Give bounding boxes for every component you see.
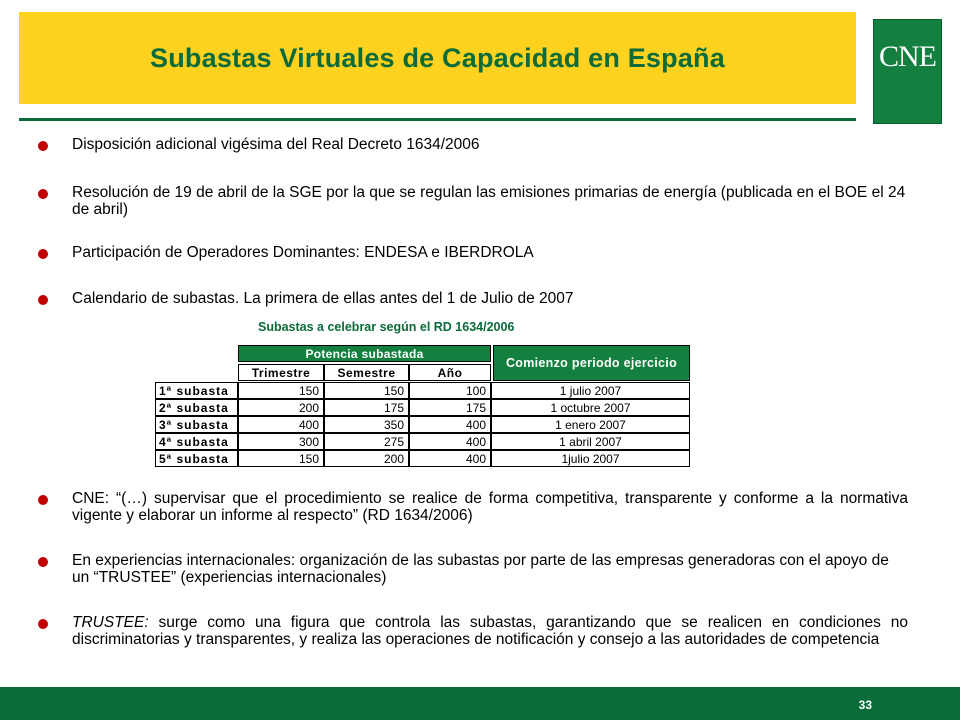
row-label: 1ª subasta bbox=[155, 382, 238, 399]
cell-anio: 175 bbox=[409, 399, 491, 416]
bullet-item bbox=[38, 184, 908, 218]
title-underline bbox=[19, 118, 856, 121]
bullet-dot-icon bbox=[38, 295, 48, 305]
bullet-dot-icon bbox=[38, 619, 48, 629]
cell-semestre: 150 bbox=[324, 382, 409, 399]
bullet-text: CNE: “(…) supervisar que el procedimiento se realice de forma competitiva, transparente y conforme a la normativa vigente y elaborar un informe al respecto” (RD 1634/2006) bbox=[72, 490, 908, 524]
cell-trimestre: 150 bbox=[238, 450, 324, 467]
cell-trimestre: 300 bbox=[238, 433, 324, 450]
cell-trimestre: 400 bbox=[238, 416, 324, 433]
footer-bar bbox=[0, 687, 960, 720]
cell-anio: 400 bbox=[409, 416, 491, 433]
cell-trimestre: 150 bbox=[238, 382, 324, 399]
col-header-trimestre: Trimestre bbox=[238, 364, 324, 381]
bullet-text: Calendario de subastas. La primera de ellas antes del 1 de Julio de 2007 bbox=[72, 290, 574, 307]
cell-semestre: 350 bbox=[324, 416, 409, 433]
bullet-text-trustee bbox=[72, 614, 908, 648]
bullet-text: Disposición adicional vigésima del Real Decreto 1634/2006 bbox=[72, 136, 480, 153]
cell-fecha: 1julio 2007 bbox=[491, 450, 690, 467]
table-group-header: Potencia subastada bbox=[238, 345, 491, 362]
row-label: 4ª subasta bbox=[155, 433, 238, 450]
bullet-dot-icon bbox=[38, 189, 48, 199]
bullet-text: Participación de Operadores Dominantes: ENDESA e IBERDROLA bbox=[72, 244, 534, 261]
bullet-dot-icon bbox=[38, 249, 48, 259]
bullet-dot-icon bbox=[38, 141, 48, 151]
bullet-text: En experiencias internacionales: organización de las subastas por parte de las empresas generadoras con el apoyo de un “TRUSTEE” (experiencias internacionales) bbox=[72, 552, 889, 586]
cell-anio: 400 bbox=[409, 433, 491, 450]
bullet-item bbox=[38, 244, 908, 261]
cell-semestre: 275 bbox=[324, 433, 409, 450]
col-header-semestre: Semestre bbox=[324, 364, 409, 381]
title-banner bbox=[19, 12, 856, 104]
bullet-text: Resolución de 19 de abril de la SGE por la que se regulan las emisiones primarias de energía (publicada en el BOE el 24 de abril) bbox=[72, 184, 906, 218]
cell-semestre: 200 bbox=[324, 450, 409, 467]
table-caption: Subastas a celebrar según el RD 1634/2006 bbox=[258, 320, 515, 334]
bullet-dot-icon bbox=[38, 557, 48, 567]
trustee-term: TRUSTEE: bbox=[72, 614, 149, 631]
logo-text: CNE bbox=[879, 39, 936, 73]
row-label: 3ª subasta bbox=[155, 416, 238, 433]
cell-fecha: 1 julio 2007 bbox=[491, 382, 690, 399]
bullet-item bbox=[38, 136, 908, 153]
bullet-item bbox=[38, 290, 908, 307]
table-date-header: Comienzo periodo ejercicio bbox=[493, 345, 690, 381]
page-title: Subastas Virtuales de Capacidad en España bbox=[150, 42, 725, 73]
cne-logo bbox=[873, 19, 942, 124]
cell-fecha: 1 enero 2007 bbox=[491, 416, 690, 433]
bullet-dot-icon bbox=[38, 495, 48, 505]
cell-semestre: 175 bbox=[324, 399, 409, 416]
bullet-item bbox=[38, 552, 908, 586]
cell-fecha: 1 abril 2007 bbox=[491, 433, 690, 450]
row-label: 2ª subasta bbox=[155, 399, 238, 416]
cell-anio: 100 bbox=[409, 382, 491, 399]
cell-trimestre: 200 bbox=[238, 399, 324, 416]
row-label: 5ª subasta bbox=[155, 450, 238, 467]
trustee-description: surge como una figura que controla las subastas, garantizando que se realicen en condiciones no discriminatorias y transparentes, y realiza las operaciones de notificación y consejo a las autoridades de competencia bbox=[72, 614, 908, 648]
page-number: 33 bbox=[858, 698, 872, 712]
cell-fecha: 1 octubre 2007 bbox=[491, 399, 690, 416]
bullet-item bbox=[38, 614, 908, 648]
cell-anio: 400 bbox=[409, 450, 491, 467]
col-header-anio: Año bbox=[409, 364, 491, 381]
bullet-item bbox=[38, 490, 908, 524]
